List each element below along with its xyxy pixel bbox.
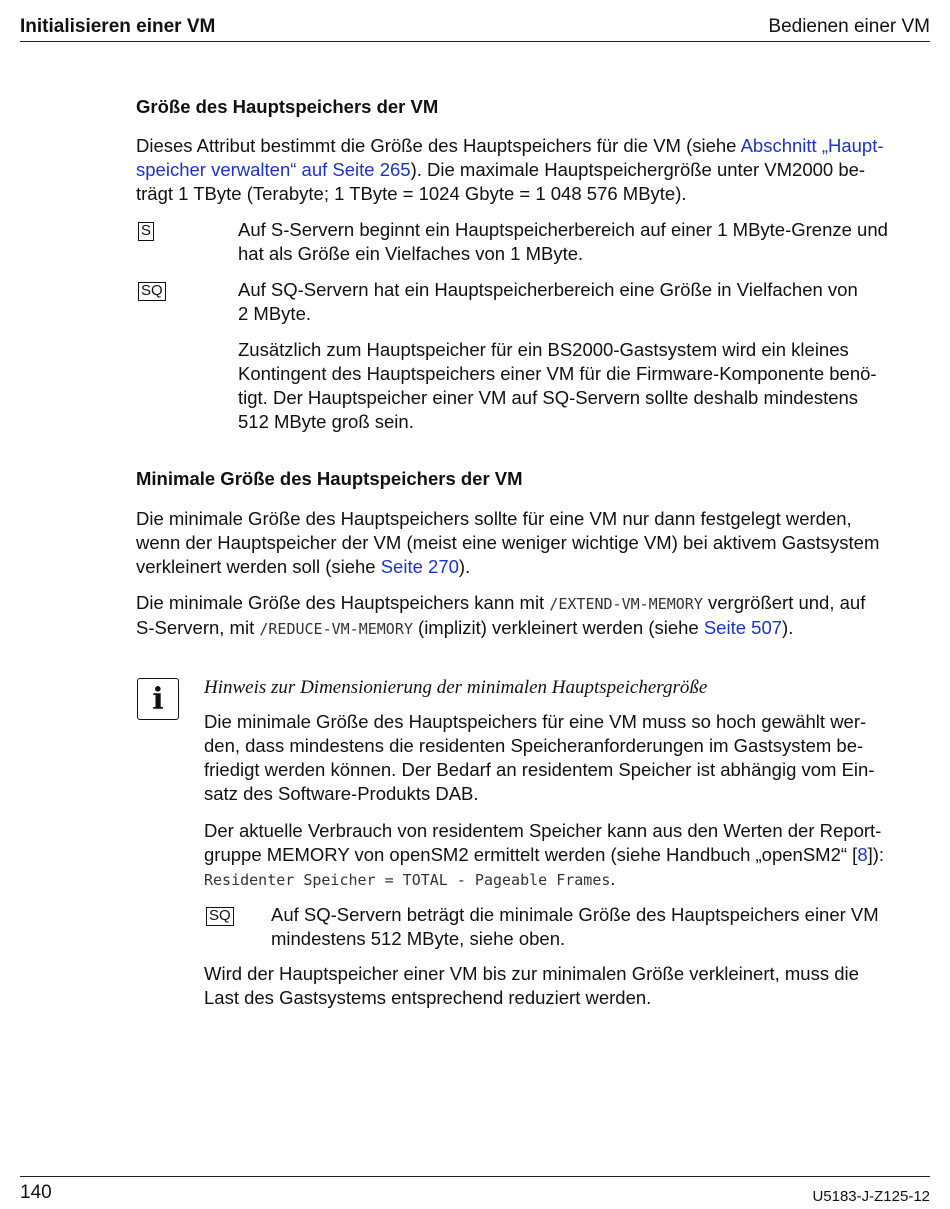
link-seite-265[interactable]: speicher verwalten“ auf Seite 265 [136,159,411,180]
note-paragraph-3: Wird der Hauptspeicher einer VM bis zur minimalen Größe verkleinert, muss die Last des Gastsystems entsprechend reduziert werden. [204,963,859,1008]
page-header [20,15,930,42]
page-number: 140 [20,1182,52,1203]
intro-line-3: trägt 1 TByte (Terabyte; 1 TByte = 1024 Gbyte = 1 048 576 MByte). [136,183,687,204]
intro-line-1: Dieses Attribut bestimmt die Größe des Hauptspeichers für die VM (siehe Abschnitt „Haupt- [136,135,884,156]
intro-line-2: speicher verwalten“ auf Seite 265). Die maximale Hauptspeichergröße unter VM2000 be- [136,159,866,180]
link-seite-507[interactable]: Seite 507 [703,617,783,638]
section2-heading: Minimale Größe des Hauptspeichers der VM [136,468,523,489]
s-server-text: Auf S-Servern beginnt ein Hauptspeicherbereich auf einer 1 MByte-Grenze und hat als Größe ein Vielfaches von 1 MByte. [238,219,888,264]
formula-residenter-speicher: Residenter Speicher = TOTAL - Pageable Frames [204,871,611,889]
sq-server-extra-text: Zusätzlich zum Hauptspeicher für ein BS2000-Gastsystem wird ein kleines Kontingent des Hauptspeichers einer VM für die Firmware-Komponente benö- tigt. Der Hauptspeicher einer VM auf SQ-Servern sollte deshalb mindestens 512 MByte groß sein. [238,339,877,432]
link-ref-8[interactable]: 8 [857,844,868,865]
section2-paragraph-2: Die minimale Größe des Hauptspeichers kann mit /EXTEND-VM-MEMORY vergrößert und, auf S-Servern, mit /REDUCE-VM-MEMORY (implizit) verkleinert werden (siehe Seite 507). [136,592,866,638]
page-footer [20,1176,930,1205]
section2-paragraph-1: Die minimale Größe des Hauptspeichers sollte für eine VM nur dann festgelegt werden, wenn der Hauptspeicher der VM (meist eine weniger wichtige VM) bei aktivem Gastsystem verkleinert werden soll (siehe Seite 270). [136,508,880,577]
note-paragraph-2: Der aktuelle Verbrauch von residentem Speicher kann aus den Werten der Report- gruppe MEMORY von openSM2 ermittelt werden (siehe Handbuch „openSM2“ [8]): Residenter Speicher = TOTAL - Pageable Frames. [204,820,885,889]
s-server-tag: S [138,222,154,241]
command-reduce-vm-memory: /REDUCE-VM-MEMORY [259,620,413,638]
document-id: U5183-J-Z125-12 [812,1188,930,1205]
link-abschnitt-hauptspeicher[interactable]: Abschnitt „Haupt- [740,135,884,156]
note-sq-tag: SQ [206,907,234,926]
note-sq-text: Auf SQ-Servern beträgt die minimale Größe des Hauptspeichers einer VM mindestens 512 MByte, siehe oben. [271,904,879,949]
section1-heading: Größe des Hauptspeichers der VM [136,96,439,117]
section1-intro [136,134,936,206]
sq-server-tag: SQ [138,282,166,301]
command-extend-vm-memory: /EXTEND-VM-MEMORY [549,595,703,613]
note-paragraph-1: Die minimale Größe des Hauptspeichers für eine VM muss so hoch gewählt wer- den, dass mindestens die residenten Speicheranforderungen im Gastsystem be- friedigt werden können. Der Bedarf an residentem Speicher ist abhängig vom Ein- satz des Software-Produkts DAB. [204,711,875,804]
info-icon: i [137,678,179,720]
note-title: Hinweis zur Dimensionierung der minimalen Hauptspeichergröße [204,677,708,698]
sq-server-text: Auf SQ-Servern hat ein Hauptspeicherbereich eine Größe in Vielfachen von 2 MByte. [238,279,858,324]
header-chapter-title: Initialisieren einer VM [20,16,216,37]
header-section-title: Bedienen einer VM [768,16,930,37]
link-seite-270[interactable]: Seite 270 [380,556,459,577]
